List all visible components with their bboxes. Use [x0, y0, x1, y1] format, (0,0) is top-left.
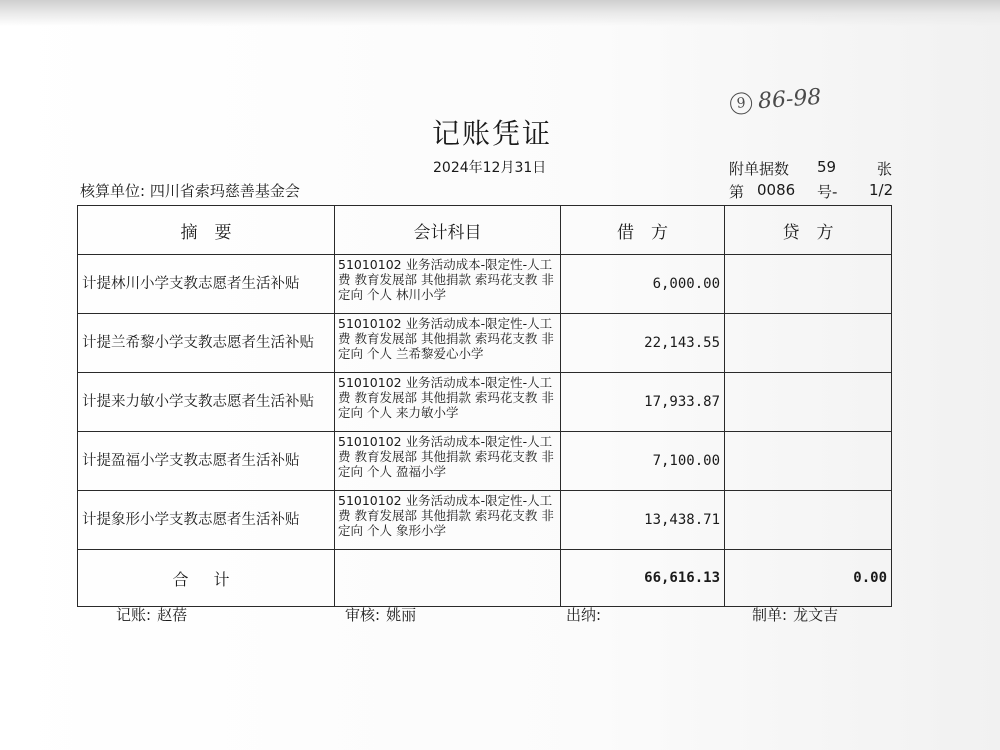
row-summary: 计提兰希黎小学支教志愿者生活补贴 — [78, 314, 335, 373]
row-credit — [725, 373, 892, 432]
bookkeeper-name: 赵蓓 — [157, 606, 188, 624]
row-subject: 51010102 业务活动成本-限定性-人工费 教育发展部 其他捐款 索玛花支教 非定向 个人 来力敏小学 — [335, 373, 561, 432]
attachment-number: 59 — [817, 158, 837, 176]
unit-label: 核算单位: — [80, 182, 146, 200]
bookkeeper-signature — [116, 604, 187, 625]
cashier-signature — [566, 604, 607, 625]
voucher-suffix: 号- — [817, 183, 838, 201]
row-debit: 7,100.00 — [561, 432, 725, 491]
total-row — [78, 550, 892, 607]
header-debit: 借 方 — [561, 206, 725, 255]
handwritten-circle-number: 9 — [729, 92, 752, 115]
row-summary: 计提林川小学支教志愿者生活补贴 — [78, 255, 335, 314]
total-credit: 0.00 — [725, 550, 892, 607]
row-subject: 51010102 业务活动成本-限定性-人工费 教育发展部 其他捐款 索玛花支教 非定向 个人 盈福小学 — [335, 432, 561, 491]
table-row — [78, 491, 892, 550]
row-credit — [725, 314, 892, 373]
attachment-label: 附单据数 — [729, 160, 790, 178]
row-credit — [725, 432, 892, 491]
voucher-title: 记账凭证 — [432, 117, 553, 150]
row-credit — [725, 255, 892, 314]
voucher-number — [729, 181, 894, 202]
table-header-row — [78, 206, 892, 255]
bookkeeper-label: 记账: — [116, 606, 152, 624]
preparer-label: 制单: — [752, 606, 788, 624]
voucher-number-value: 0086 — [757, 181, 796, 199]
auditor-name: 姚丽 — [386, 606, 417, 624]
row-summary: 计提盈福小学支教志愿者生活补贴 — [78, 432, 335, 491]
row-subject: 51010102 业务活动成本-限定性-人工费 教育发展部 其他捐款 索玛花支教 非定向 个人 象形小学 — [335, 491, 561, 550]
row-summary: 计提来力敏小学支教志愿者生活补贴 — [78, 373, 335, 432]
attachment-count — [729, 158, 891, 179]
auditor-signature — [345, 604, 416, 625]
scan-shadow — [0, 0, 1000, 26]
row-subject: 51010102 业务活动成本-限定性-人工费 教育发展部 其他捐款 索玛花支教 非定向 个人 林川小学 — [335, 255, 561, 314]
total-label: 合 计 — [78, 550, 335, 607]
table-row — [78, 373, 892, 432]
header-subject: 会计科目 — [335, 206, 561, 255]
handwritten-range: 86-98 — [757, 84, 823, 115]
cashier-label: 出纳: — [566, 606, 602, 624]
row-subject: 51010102 业务活动成本-限定性-人工费 教育发展部 其他捐款 索玛花支教 非定向 个人 兰希黎爱心小学 — [335, 314, 561, 373]
total-debit: 66,616.13 — [561, 550, 725, 607]
voucher-date: 2024年12月31日 — [433, 160, 547, 176]
row-summary: 计提象形小学支教志愿者生活补贴 — [78, 491, 335, 550]
preparer-signature — [752, 604, 838, 625]
attachment-unit: 张 — [877, 160, 893, 178]
unit-value: 四川省索玛慈善基金会 — [149, 182, 300, 200]
voucher-table — [77, 205, 892, 607]
handwritten-note — [729, 85, 822, 116]
row-credit — [725, 491, 892, 550]
accounting-unit — [80, 180, 300, 201]
total-subject-empty — [335, 550, 561, 607]
row-debit: 6,000.00 — [561, 255, 725, 314]
row-debit: 22,143.55 — [561, 314, 725, 373]
table-row — [78, 314, 892, 373]
header-credit: 贷 方 — [725, 206, 892, 255]
table-row — [78, 255, 892, 314]
header-summary: 摘 要 — [78, 206, 335, 255]
preparer-name: 龙文吉 — [793, 606, 839, 624]
voucher-prefix: 第 — [729, 183, 745, 201]
auditor-label: 审核: — [345, 606, 381, 624]
table-row — [78, 432, 892, 491]
voucher-page: 1/2 — [869, 181, 894, 199]
row-debit: 13,438.71 — [561, 491, 725, 550]
row-debit: 17,933.87 — [561, 373, 725, 432]
